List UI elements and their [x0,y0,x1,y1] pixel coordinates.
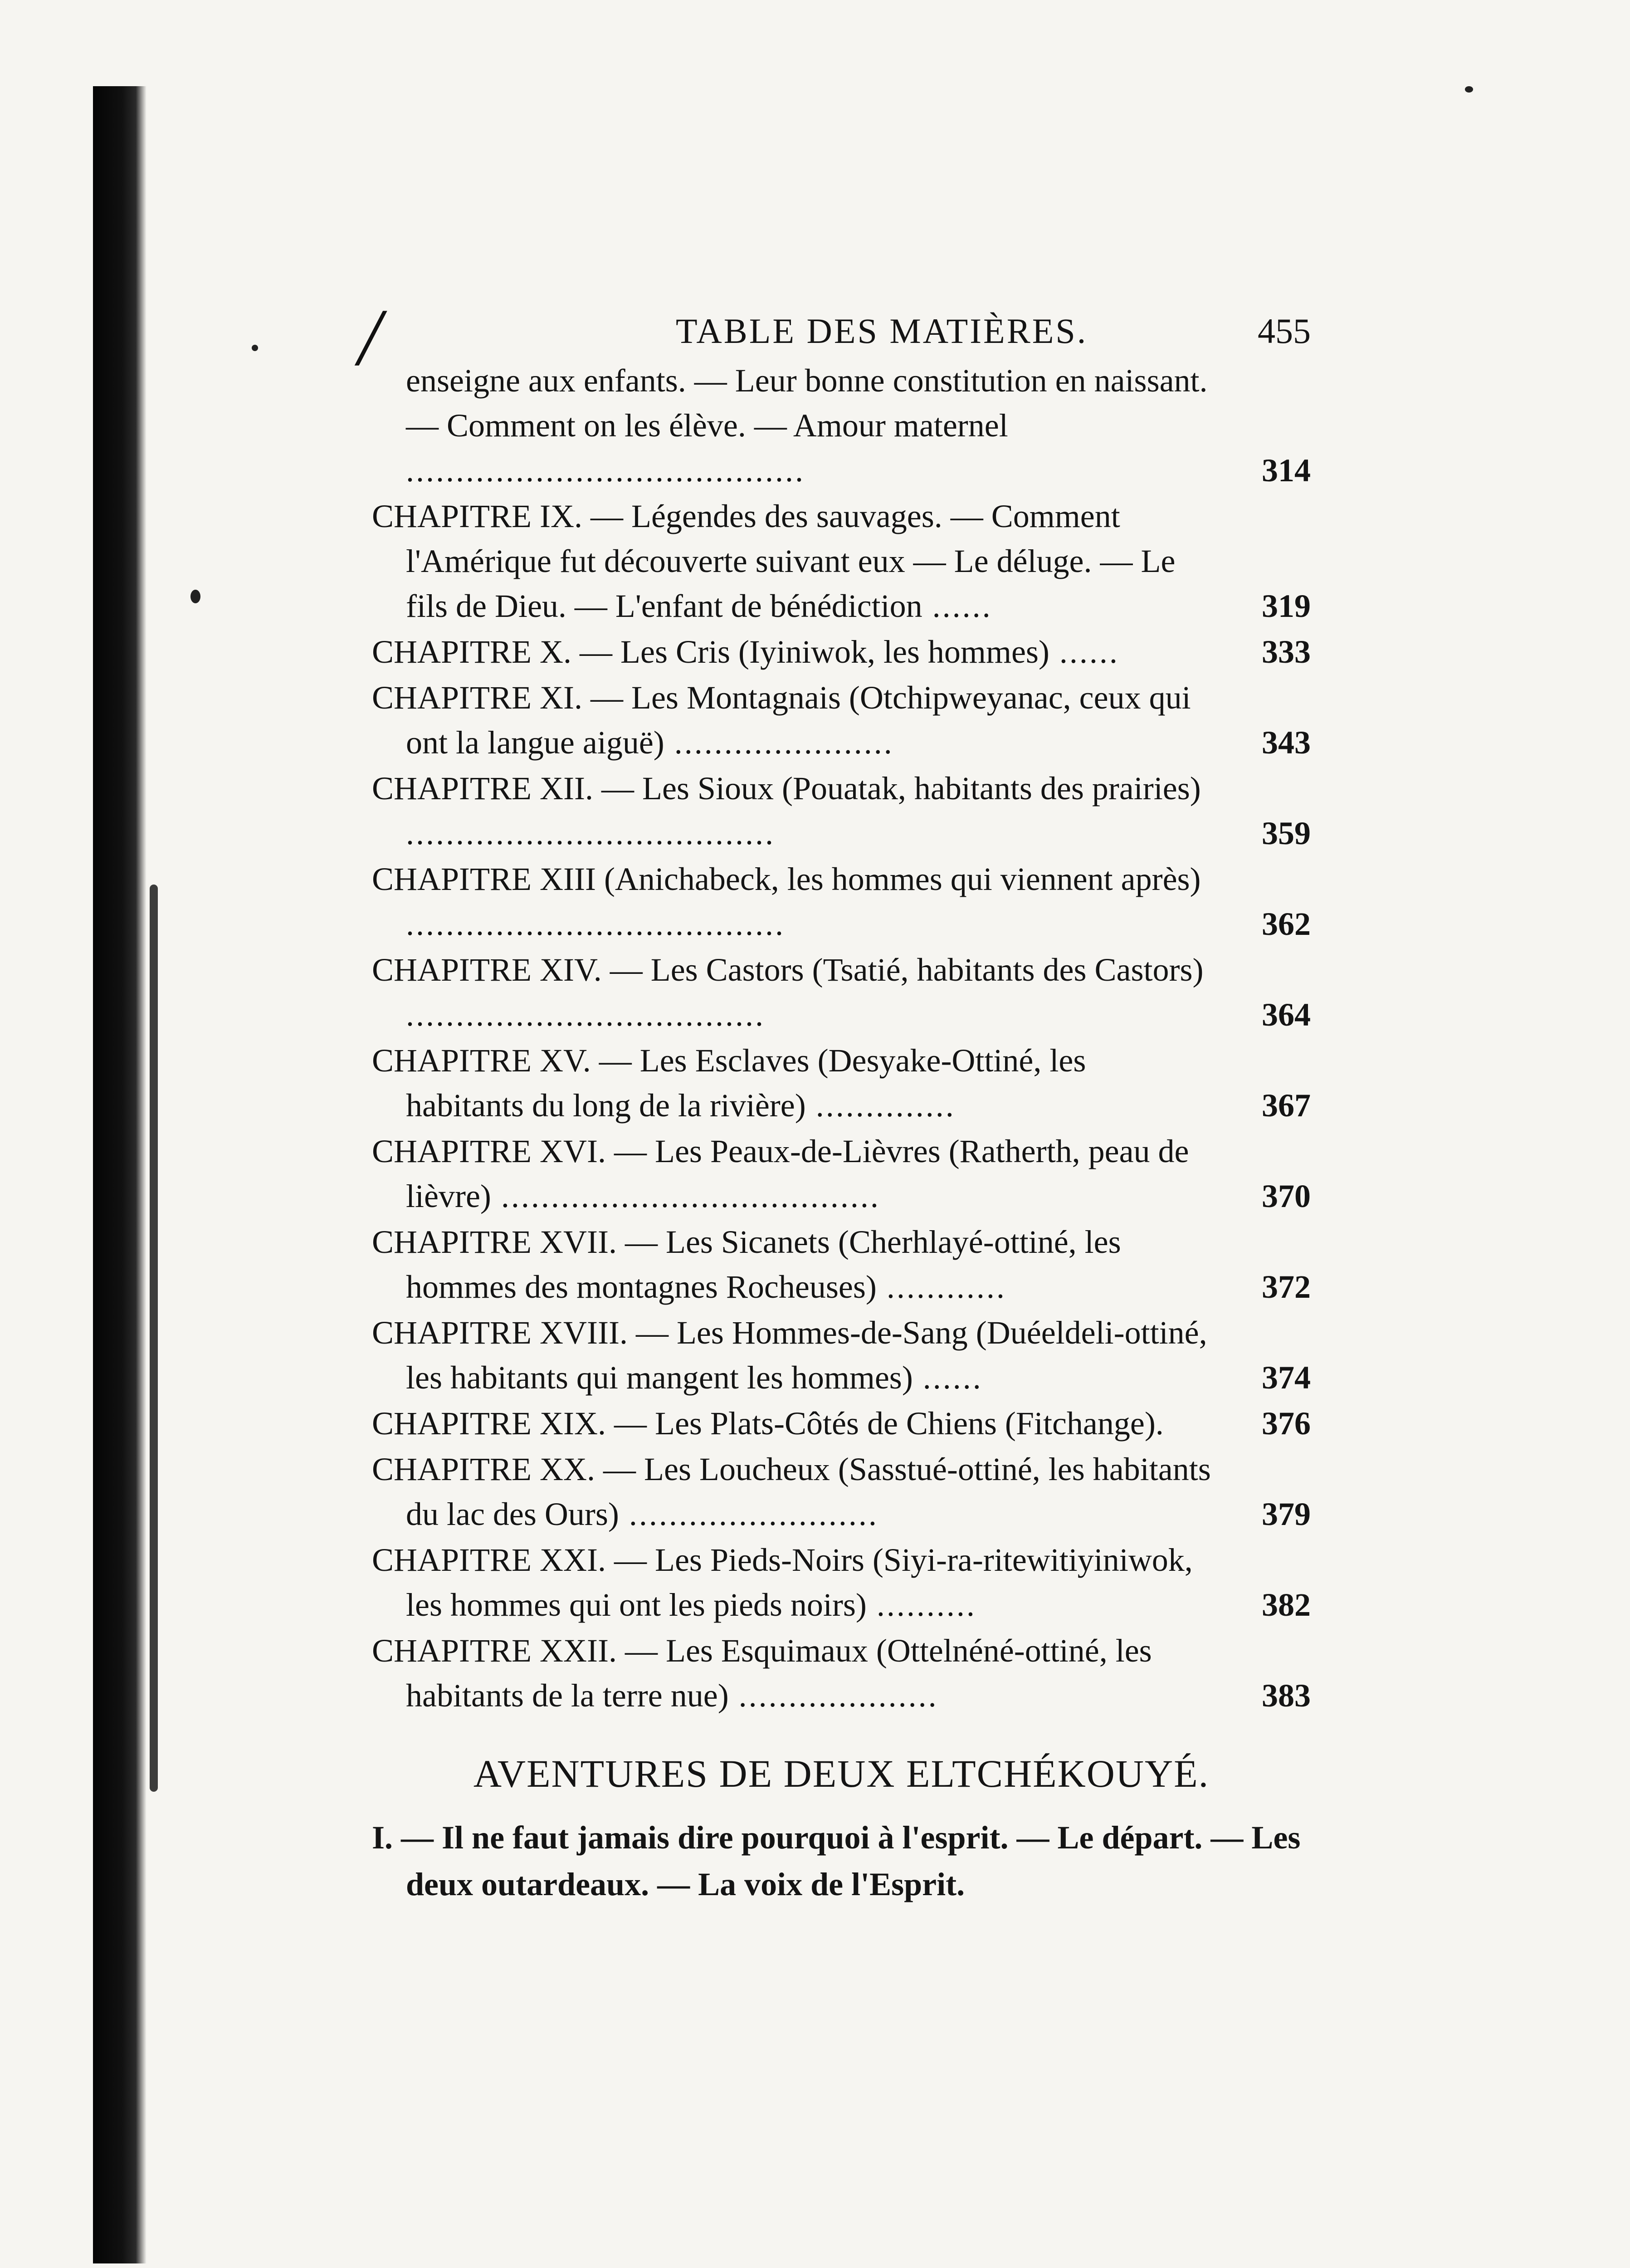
entry-title: CHAPITRE XI. — Les Montagnais (Otchipweyanac, ceux qui ont la langue aiguë) [372,679,1191,761]
entry-text [372,494,1211,629]
page-header [358,292,1311,382]
entry-page-number: 379 [1262,1496,1311,1532]
entry-page-number: 364 [1262,997,1311,1033]
leader-dots: ............ [876,1269,1006,1305]
entry-title: CHAPITRE X. — Les Cris (Iyiniwok, les hommes) [372,634,1049,670]
leader-dots: ...... [913,1359,983,1396]
entry-text [372,1401,1211,1446]
entry-page-number: 374 [1262,1359,1311,1396]
toc-entry [372,948,1311,1037]
entry-title: CHAPITRE XXII. — Les Esquimaux (Ottelnéné-ottiné, les habitants de la terre nue) [372,1633,1152,1714]
entry-page-number: 376 [1262,1405,1311,1442]
entry-title: CHAPITRE XIX. — Les Plats-Côtés de Chiens (Fitchange). [372,1405,1164,1442]
entry-page-number: 382 [1262,1587,1311,1623]
entry-text: I. — Il ne faut jamais dire pourquoi à l'esprit. — Le départ. — Les deux outardeaux. — La voix de l'Esprit. [372,1819,1301,1902]
toc-entry-first-item [372,1814,1311,1908]
entry-text [372,1538,1211,1628]
leader-dots: ..................................... [406,815,775,851]
leader-dots: .................... [728,1677,938,1714]
toc-entry [372,630,1311,675]
entry-text [372,1628,1211,1718]
toc-entry [372,766,1311,856]
entry-title: CHAPITRE XIV. — Les Castors (Tsatié, habitants des Castors) [372,952,1204,988]
toc-entry [372,1220,1311,1310]
pencil-mark: / [358,292,381,382]
leader-dots: ...... [922,588,992,624]
toc-entry [372,358,1311,493]
entry-page-number: 314 [1262,452,1311,489]
entry-text [372,1447,1211,1537]
leader-dots: ......................... [619,1496,878,1532]
leader-dots: ...... [1049,634,1119,670]
entry-text [372,1310,1211,1400]
entry-text [372,766,1211,856]
toc-entry [372,1538,1311,1628]
entry-page-number: 333 [1262,634,1311,670]
toc-entry [372,1447,1311,1537]
toc-entry [372,857,1311,947]
book-binding-shadow [93,86,146,2263]
entry-title: CHAPITRE XXI. — Les Pieds-Noirs (Siyi-ra-ritewitiyiniwok, les hommes qui ont les pieds noirs) [372,1542,1193,1623]
entry-title: CHAPITRE XVI. — Les Peaux-de-Lièvres (Ratherth, peau de lièvre) [372,1133,1189,1214]
entry-title: enseigne aux enfants. — Leur bonne constitution en naissant. — Comment on les élève. — Amour maternel [406,362,1208,444]
toc-entry [372,1628,1311,1718]
toc-entry [372,675,1311,765]
entry-text [372,857,1211,947]
table-of-contents [372,358,1311,1719]
entry-title: CHAPITRE XII. — Les Sioux (Pouatak, habitants des prairies) [372,770,1201,807]
leader-dots: ...................................... [406,906,785,942]
entry-page-number: 359 [1262,815,1311,851]
entry-title: CHAPITRE XX. — Les Loucheux (Sasstué-ottiné, les habitants du lac des Ours) [372,1451,1211,1532]
entry-page-number: 383 [1262,1677,1311,1714]
entry-text [372,1220,1211,1310]
ink-speck [190,590,200,603]
toc-entry [372,494,1311,629]
entry-text [372,1038,1211,1128]
entry-title: CHAPITRE XIII (Anichabeck, les hommes qui viennent après) [372,861,1201,897]
entry-page-number: 370 [1262,1178,1311,1214]
toc-entry [372,1129,1311,1219]
ink-speck [1465,86,1473,93]
leader-dots: ...................................... [491,1178,880,1214]
entry-text [372,948,1211,1037]
entry-text [372,630,1211,675]
entry-title: CHAPITRE XV. — Les Esclaves (Desyake-Ottiné, les habitants du long de la rivière) [372,1042,1086,1124]
section-heading: AVENTURES DE DEUX ELTCHÉKOUYÉ. [473,1752,1210,1795]
entry-page-number: 343 [1262,724,1311,761]
entry-title: CHAPITRE XVIII. — Les Hommes-de-Sang (Duéeldeli-ottiné, les habitants qui mangent les hommes) [372,1315,1207,1396]
leader-dots: ........................................ [406,452,805,489]
leader-dots: .......... [866,1587,976,1623]
page-number: 455 [1258,311,1311,351]
running-title: TABLE DES MATIÈRES. [676,311,1088,351]
toc-entry [372,1310,1311,1400]
toc-entry [372,1038,1311,1128]
leader-dots: .............. [805,1087,956,1124]
entry-text [372,358,1211,493]
leader-dots: ...................... [664,724,894,761]
entry-page-number: 372 [1262,1269,1311,1305]
toc-entry [372,1401,1311,1446]
entry-page-number: 319 [1262,588,1311,624]
entry-title: CHAPITRE IX. — Légendes des sauvages. — Comment l'Amérique fut découverte suivant eux — Le déluge. — Le fils de Dieu. — L'enfant de bénédiction [372,498,1176,624]
entry-text [372,1129,1211,1219]
entry-text [372,675,1211,765]
binding-edge-shadow [150,885,158,1792]
entry-page-number: 367 [1262,1087,1311,1124]
entry-page-number: 362 [1262,906,1311,942]
entry-title: CHAPITRE XVII. — Les Sicanets (Cherhlayé-ottiné, les hommes des montagnes Rocheuses) [372,1224,1121,1305]
ink-speck [252,345,258,351]
leader-dots: .................................... [406,997,765,1033]
